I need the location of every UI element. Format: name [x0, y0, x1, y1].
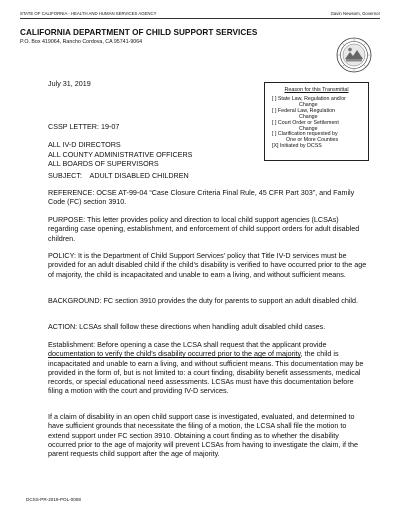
letter-number: CSSP LETTER: 19-07 — [48, 122, 120, 131]
policy-paragraph: POLICY: It is the Department of Child Support Services’ policy that Title IV-D services must be provided for an adult disabled child if the child’s disability is verified to have occurred prior to the age of majority, the child is incapacitated and unable to earn a living, and without sufficient means. — [48, 251, 367, 279]
transmittal-item: [ ] Federal Law, Regulation — [272, 107, 336, 114]
purpose-paragraph: PURPOSE: This letter provides policy and direction to local child support agencies (LCSAs) regarding case opening, establishment, and enforcement of child support orders for adult disabled children. — [48, 215, 360, 243]
transmittal-reason-box — [264, 82, 369, 161]
reference-paragraph: REFERENCE: OCSE AT-99-04 “Case Closure Criteria Final Rule, 45 CFR Part 303”, and Family Code (FC) section 3910. — [48, 188, 355, 207]
department-address: P.O. Box 419064, Rancho Cordova, CA 95741-9064 — [20, 38, 143, 45]
addressee: ALL BOARDS OF SUPERVISORS — [48, 159, 159, 169]
document-number: DCSS-PR-2019-POL-0008 — [26, 497, 81, 502]
subject-line: SUBJECT: ADULT DISABLED CHILDREN — [48, 171, 189, 180]
addressee: ALL IV-D DIRECTORS — [48, 140, 121, 149]
state-seal-icon — [336, 37, 372, 73]
transmittal-item: One or More Counties — [286, 137, 339, 144]
claim-paragraph: If a claim of disability in an open child support case is investigated, evaluated, and determined to have sufficient grounds that necessitate the filing of a motion, the LCSA shall file the motion to extend support under FC section 3910. Obtaining a court finding as to whether the disability occurred prior to the age of majority will prevent LCSAs from having to investigate the claim, if the parent requests child support after the age of majority. — [48, 412, 359, 459]
transmittal-item: Change — [299, 101, 318, 108]
transmittal-item: Change — [299, 113, 318, 120]
establishment-underlined-text: documentation to verify the child’s disability occurred prior to the age of majority — [48, 349, 301, 359]
establishment-text-continued: , the child is incapacitated and unable to earn a living, and without sufficient means. This documentation may be provided in the form of, but is not limited to: a court finding, disability benefit assessments, medical records, or special educational need assessments. LCSAs must have this documentation before filing a motion with the court and providing IV-D services. — [48, 349, 364, 396]
agency-name: STATE OF CALIFORNIA - HEALTH AND HUMAN SERVICES AGENCY — [20, 11, 157, 16]
top-rule — [20, 11, 380, 19]
background-paragraph: BACKGROUND: FC section 3910 provides the duty for parents to support an adult disabled child. — [48, 296, 359, 305]
governor-name: Gavin Newsom, Governor — [330, 11, 380, 16]
transmittal-list — [272, 97, 366, 150]
establishment-paragraph — [48, 340, 368, 396]
transmittal-item: [ ] Court Order or Settlement — [272, 119, 339, 126]
transmittal-item: [ ] Clarification requested by — [272, 131, 338, 138]
addressee-list — [48, 140, 192, 169]
letter-date: July 31, 2019 — [48, 79, 91, 88]
department-name: CALIFORNIA DEPARTMENT OF CHILD SUPPORT SERVICES — [20, 28, 258, 37]
transmittal-title: Reason for this Transmittal — [284, 87, 349, 93]
action-paragraph: ACTION: LCSAs shall follow these directions when handling adult disabled child cases. — [48, 322, 326, 331]
transmittal-item: [ ] State Law, Regulation and/or — [272, 96, 346, 102]
addressee: ALL COUNTY ADMINISTRATIVE OFFICERS — [48, 149, 193, 159]
transmittal-item: Change — [299, 125, 318, 132]
transmittal-item: [X] Initiated by DCSS — [272, 143, 322, 150]
establishment-text: Establishment: Before opening a case the LCSA shall request that the applicant provide — [48, 340, 327, 349]
